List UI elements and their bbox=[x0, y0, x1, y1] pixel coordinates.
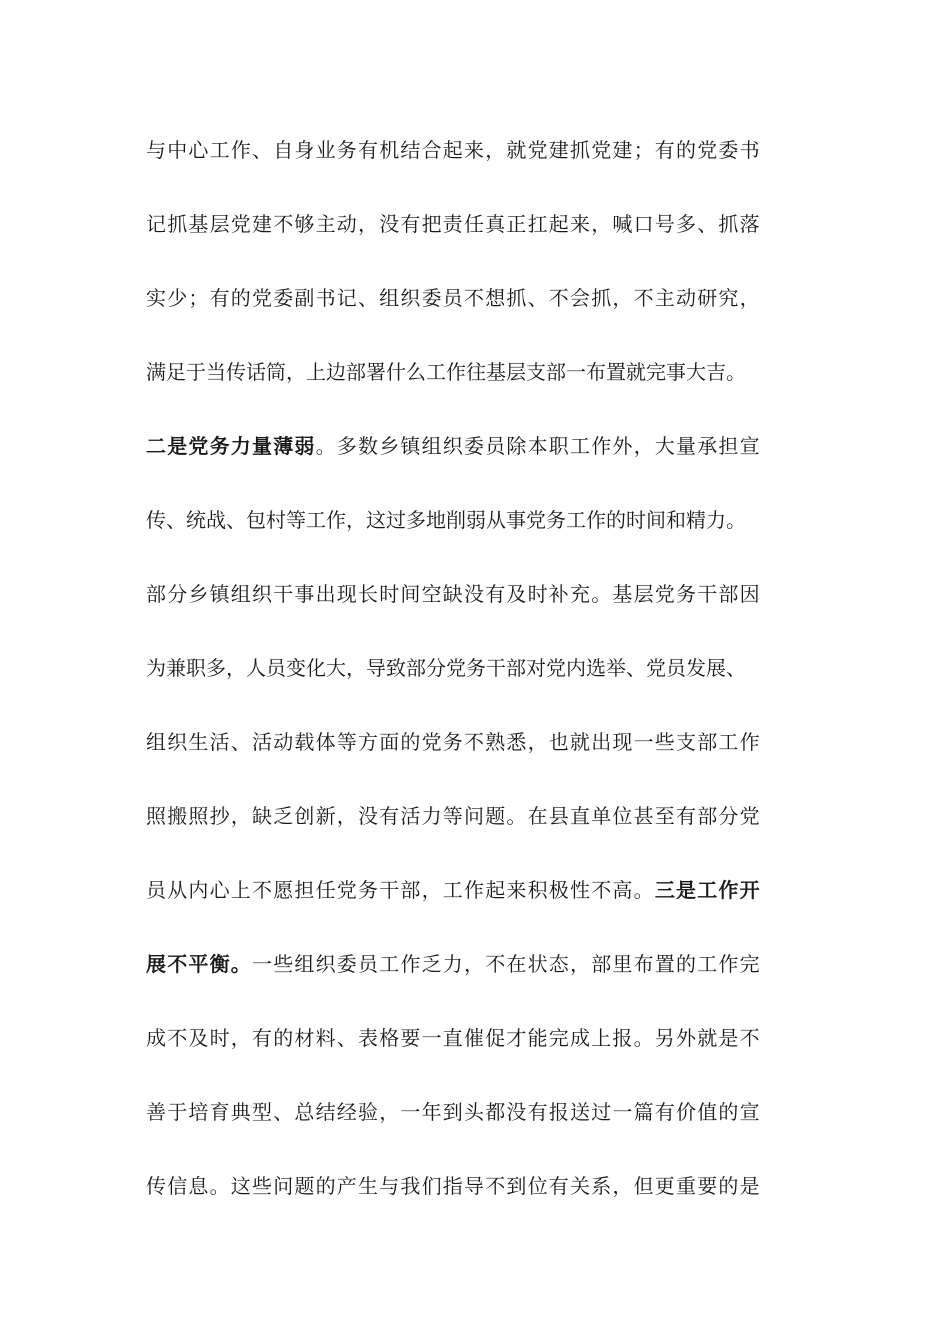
text-segment: 成不及时，有的材料、表格要一直催促才能完成上报。另外就是不 bbox=[146, 1026, 761, 1050]
text-line bbox=[146, 868, 826, 942]
text-line bbox=[146, 128, 826, 202]
text-segment: 部分乡镇组织干事出现长时间空缺没有及时补充。基层党务干部因 bbox=[146, 582, 761, 606]
text-line bbox=[146, 350, 826, 424]
text-segment: 与中心工作、自身业务有机结合起来，就党建抓党建；有的党委书 bbox=[146, 138, 761, 162]
text-line bbox=[146, 720, 826, 794]
text-line bbox=[146, 276, 826, 350]
bold-heading-phrase: 三是工作开 bbox=[654, 878, 761, 902]
text-line bbox=[146, 572, 826, 646]
body-paragraph bbox=[146, 128, 826, 1238]
text-line bbox=[146, 794, 826, 868]
text-line bbox=[146, 942, 826, 1016]
text-line bbox=[146, 1016, 826, 1090]
text-segment: 组织生活、活动载体等方面的党务不熟悉，也就出现一些支部工作 bbox=[146, 730, 761, 754]
text-segment: 员从内心上不愿担任党务干部，工作起来积极性不高。 bbox=[146, 878, 655, 902]
bold-heading-phrase: 二是党务力量薄弱 bbox=[146, 434, 316, 458]
text-line bbox=[146, 646, 826, 720]
text-segment: 传信息。这些问题的产生与我们指导不到位有关系，但更重要的是 bbox=[146, 1174, 761, 1198]
text-segment: 照搬照抄，缺乏创新，没有活力等问题。在县直单位甚至有部分党 bbox=[146, 804, 761, 828]
text-line bbox=[146, 1164, 826, 1238]
text-line bbox=[146, 498, 826, 572]
text-segment: 传、统战、包村等工作，这过多地削弱从事党务工作的时间和精力。 bbox=[146, 508, 746, 532]
text-segment: 为兼职多，人员变化大，导致部分党务干部对党内选举、党员发展、 bbox=[146, 656, 746, 680]
text-segment: 实少；有的党委副书记、组织委员不想抓、不会抓，不主动研究， bbox=[146, 286, 761, 310]
text-segment: 满足于当传话筒，上边部署什么工作往基层支部一布置就完事大吉。 bbox=[146, 360, 746, 384]
text-segment: 。多数乡镇组织委员除本职工作外，大量承担宣 bbox=[315, 434, 761, 458]
text-line bbox=[146, 1090, 826, 1164]
text-segment: 一些组织委员工作乏力，不在状态，部里布置的工作完 bbox=[252, 952, 761, 976]
bold-heading-phrase: 展不平衡。 bbox=[146, 952, 252, 976]
text-line bbox=[146, 202, 826, 276]
text-line bbox=[146, 424, 826, 498]
text-segment: 善于培育典型、总结经验，一年到头都没有报送过一篇有价值的宣 bbox=[146, 1100, 761, 1124]
text-segment: 记抓基层党建不够主动，没有把责任真正扛起来，喊口号多、抓落 bbox=[146, 212, 761, 236]
